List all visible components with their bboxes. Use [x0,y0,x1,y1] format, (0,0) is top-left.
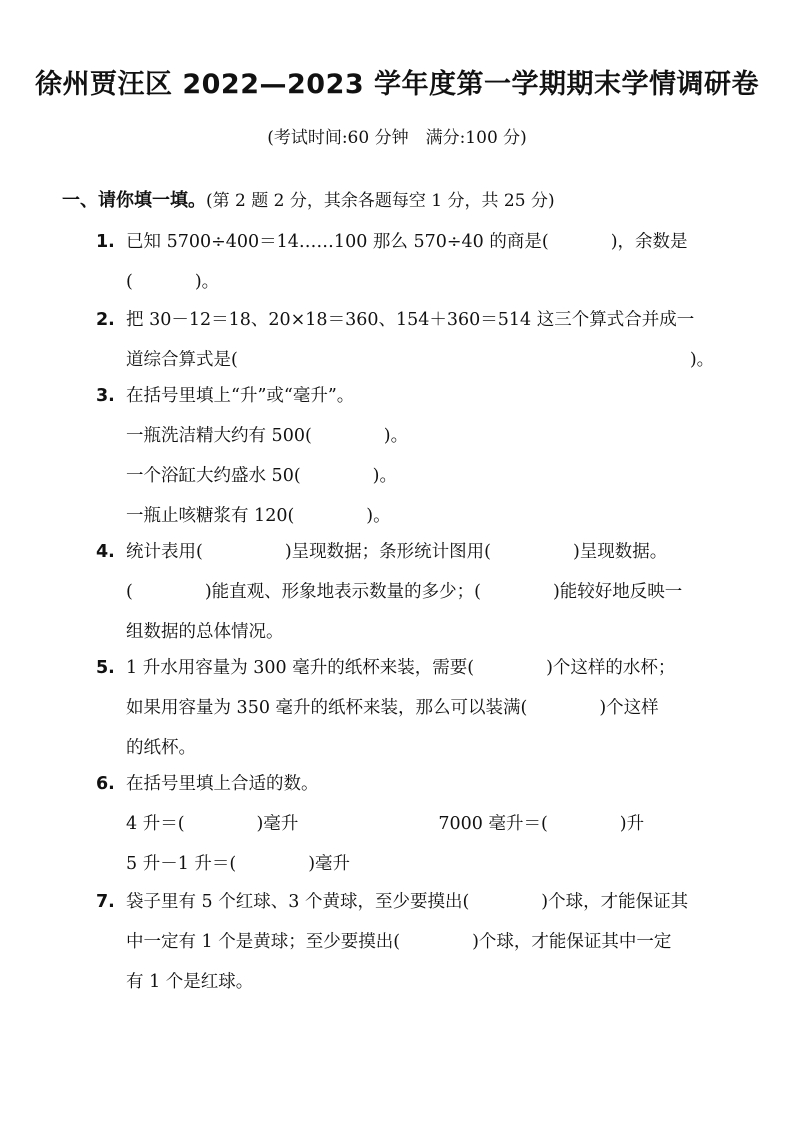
question-text: 袋子里有 5 个红球、3 个黄球，至少要摸出( [126,892,470,912]
question-1 [96,222,746,302]
question-text: 5 升－1 升＝( [126,854,237,874]
question-text: )。 [372,466,397,486]
question-text: ( [126,582,133,602]
exam-title: 徐州贾汪区 2022—2023 学年度第一学期期末学情调研卷 [34,69,760,100]
exam-subtitle: (考试时间:60 分钟 满分:100 分) [267,128,527,148]
question-text: 7000 毫升＝( [438,814,548,834]
question-text: 统计表用( [126,542,203,562]
question-text: )。 [194,272,220,292]
question-7 [96,882,746,1002]
question-text: 如果用容量为 350 毫升的纸杯来装，那么可以装满( [126,698,528,718]
question-text: )。 [383,426,409,446]
question-text: 一个浴缸大约盛水 50( [126,466,301,486]
question-text: 一瓶止咳糖浆有 120( [126,506,295,526]
section-heading-text: 一、请你填一填。 [62,190,206,211]
question-2 [96,300,746,380]
question-3 [96,376,746,536]
question-text: )。 [366,506,391,526]
question-text: )呈现数据。 [572,542,668,562]
question-text: )，余数是 [610,232,688,252]
question-number: 1. [96,232,115,252]
question-4 [96,532,746,652]
question-text: 组数据的总体情况。 [126,622,284,642]
section-scoring-note: (第 2 题 2 分，其余各题每空 1 分，共 25 分) [206,191,555,211]
question-text: )毫升 [308,854,351,874]
question-text: 在括号里填上“升”或“毫升”。 [126,386,355,406]
question-text: )能直观、形象地表示数量的多少；( [204,582,481,602]
question-text: )升 [619,814,645,834]
question-text: 道综合算式是( [126,350,238,370]
question-number: 7. [96,892,115,912]
question-text: 在括号里填上合适的数。 [126,774,319,794]
question-text: 1 升水用容量为 300 毫升的纸杯来装，需要( [126,658,475,678]
question-text: 已知 5700÷400＝14……100 那么 570÷40 的商是( [126,232,549,252]
question-text: 把 30－12＝18、20×18＝360、154＋360＝514 这三个算式合并成一 [126,310,695,330]
question-text: )能较好地反映一 [552,582,683,602]
question-text: )毫升 [256,814,299,834]
question-text: 中一定有 1 个是黄球；至少要摸出( [126,932,401,952]
question-text: )个这样 [599,698,659,718]
section-heading [62,186,555,212]
question-text: 4 升＝( [126,814,185,834]
question-text: )。 [689,350,715,370]
question-number: 6. [96,774,115,794]
question-text: 有 1 个是红球。 [126,972,254,992]
question-text: )个这样的水杯； [546,658,676,678]
question-text: )呈现数据；条形统计图用( [284,542,491,562]
question-6 [96,764,746,884]
question-number: 4. [96,542,115,562]
question-number: 2. [96,310,115,330]
question-text: )个球，才能保证其 [541,892,689,912]
question-text: ( [126,272,133,292]
question-number: 3. [96,386,115,406]
question-text: 的纸杯。 [126,738,196,758]
question-5 [96,648,746,768]
question-text: )个球，才能保证其中一定 [472,932,672,952]
question-text: 一瓶洗洁精大约有 500( [126,426,312,446]
question-number: 5. [96,658,115,678]
